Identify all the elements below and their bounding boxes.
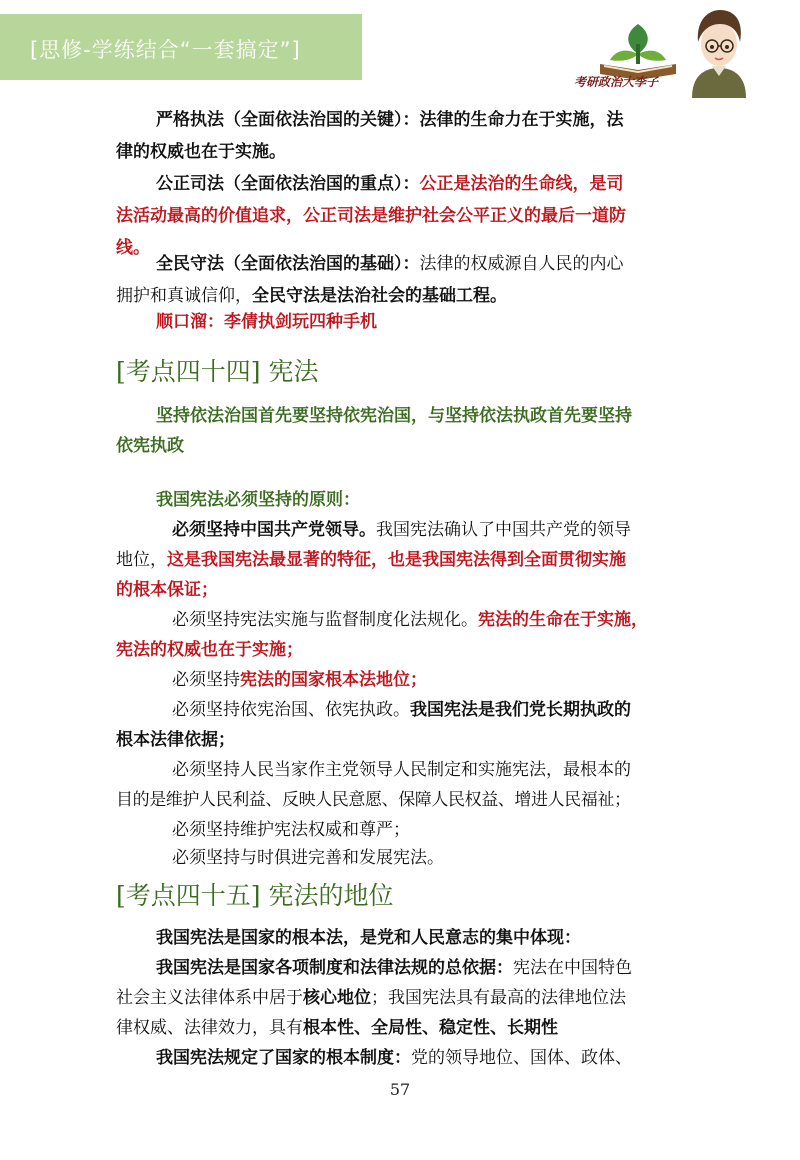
text-line: 目的是维护人民利益、反映人民意愿、保障人民权益、增进人民福祉； [116, 790, 631, 810]
text-line: 全民守法（全面依法治国的基础）：法律的权威源自人民的内心 [156, 254, 624, 274]
text-line: 律权威、法律效力，具有根本性、全局性、稳定性、长期性 [116, 1018, 558, 1038]
avatar-illustration-icon [684, 2, 754, 98]
text-line: 依宪执政 [116, 436, 184, 456]
text-line: 根本法律依据； [116, 730, 235, 750]
text-line: 地位，这是我国宪法最显著的特征，也是我国宪法得到全面贯彻实施 [116, 550, 626, 570]
text-line: 我国宪法是国家各项制度和法律法规的总依据：宪法在中国特色 [156, 958, 632, 978]
principles-title: 我国宪法必须坚持的原则： [156, 490, 360, 510]
text-line: 必须坚持人民当家作主党领导人民制定和实施宪法，最根本的 [172, 760, 631, 780]
text-line: 拥护和真诚信仰，全民守法是法治社会的基础工程。 [116, 286, 507, 306]
text-line: 必须坚持宪法实施与监督制度化法规化。宪法的生命在于实施， [172, 610, 648, 630]
section-title-44: [考点四十四] 宪法 [116, 357, 319, 386]
text-line: 坚持依法治国首先要坚持依宪治国，与坚持依法执政首先要坚持 [156, 406, 632, 426]
text-line: 我国宪法是国家的根本法，是党和人民意志的集中体现： [156, 928, 581, 948]
header-title: [思修-学练结合“一套搞定”] [30, 38, 301, 62]
text-line: 的根本保证； [116, 580, 218, 600]
logo-text: 考研政治大李子 [574, 75, 659, 89]
text-line: 线。 [116, 238, 150, 258]
mnemonic-line: 顺口溜：李倩执剑玩四种手机 [156, 312, 377, 332]
text-line: 必须坚持宪法的国家根本法地位； [172, 670, 427, 690]
text-line: 必须坚持与时俱进完善和发展宪法。 [172, 848, 444, 868]
text-line: 必须坚持依宪治国、依宪执政。我国宪法是我们党长期执政的 [172, 700, 631, 720]
text-line: 我国宪法规定了国家的根本制度：党的领导地位、国体、政体、 [156, 1048, 632, 1068]
page-number: 57 [389, 1080, 411, 1099]
text-line: 社会主义法律体系中居于核心地位；我国宪法具有最高的法律地位法 [116, 988, 626, 1008]
text-line: 严格执法（全面依法治国的关键）：法律的生命力在于实施，法 [156, 110, 624, 130]
text-line: 律的权威也在于实施。 [116, 142, 286, 162]
text-line: 公正司法（全面依法治国的重点）：公正是法治的生命线，是司 [156, 174, 624, 194]
text-line: 必须坚持中国共产党领导。我国宪法确认了中国共产党的领导 [172, 520, 631, 540]
text-line: 法活动最高的价值追求，公正司法是维护社会公平正义的最后一道防 [116, 206, 626, 226]
text-line: 宪法的权威也在于实施； [116, 640, 303, 660]
text-line: 必须坚持维护宪法权威和尊严； [172, 820, 410, 840]
section-title-45: [考点四十五] 宪法的地位 [116, 881, 394, 910]
